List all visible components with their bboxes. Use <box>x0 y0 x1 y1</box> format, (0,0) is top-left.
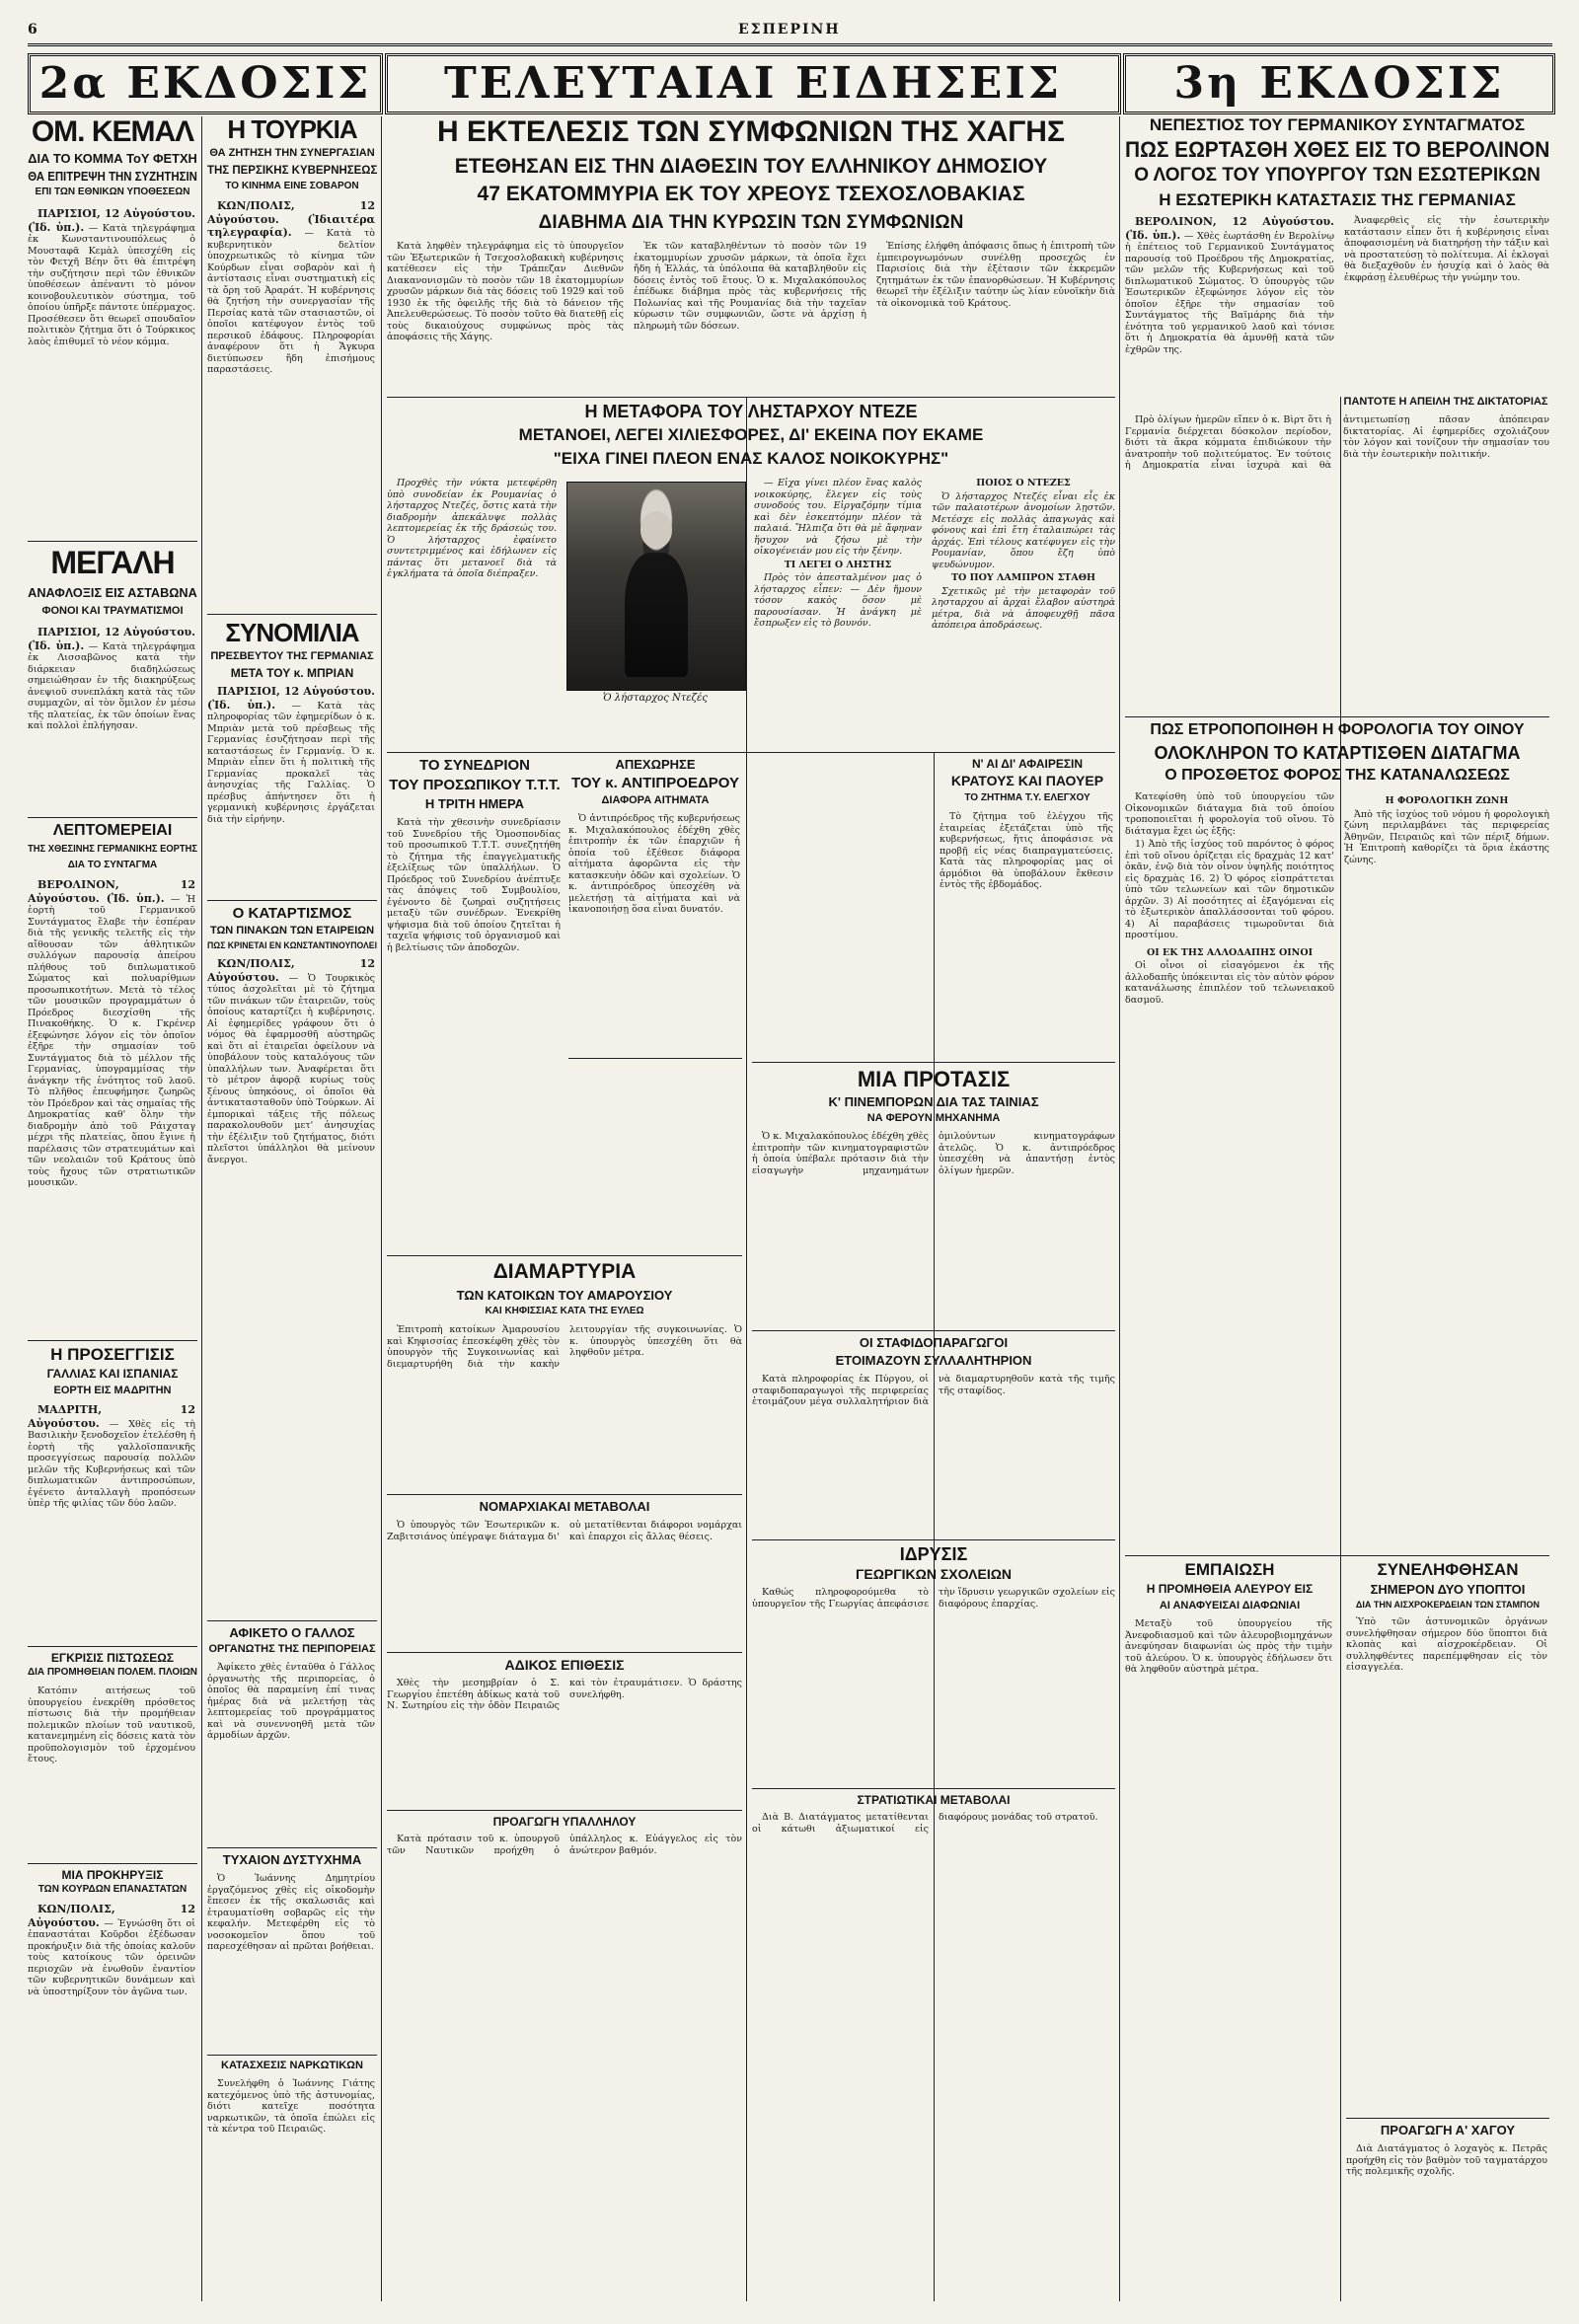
headline: ΣΤΡΑΤΙΩΤΙΚΑΙ ΜΕΤΑΒΟΛΑΙ <box>857 1793 1011 1807</box>
article-body <box>28 207 195 533</box>
subheadline: Η ΕΣΩΤΕΡΙΚΗ ΚΑΤΑΣΤΑΣΙΣ ΤΗΣ ΓΕΡΜΑΝΙΑΣ <box>1159 190 1516 209</box>
headline: ΠΩΣ ΕΤΡΟΠΟΠΟΙΗΘΗ Η ΦΟΡΟΛΟΓΙΑ ΤΟΥ ΟΙΝΟΥ <box>1150 721 1525 738</box>
article-accident <box>207 1853 377 2051</box>
body-text: Καθώς πληροφορούμεθα τὸ ὑπουργεῖον τῆς Γεωργίας ἀπεφάσισε τὴν ἵδρυσιν γεωργικῶν σχολείων εἰς διαφόρους ἐπαρχίας. <box>752 1587 1115 1610</box>
article-body <box>387 1678 742 1802</box>
subheadline: ΔΙΑΒΗΜΑ ΔΙΑ ΤΗΝ ΚΥΡΩΣΙΝ ΤΩΝ ΣΥΜΦΩΝΙΩΝ <box>538 212 964 233</box>
dateline: ΚΩΝ/ΠΟΛΙΣ, 12 Αὐγούστου. <box>28 1903 195 1929</box>
dateline: ΠΑΡΙΣΙΟΙ, 12 Αὐγούστου. (Ἰδ. ὑπ.). <box>207 685 375 712</box>
article-vice-president <box>568 758 742 1054</box>
headline: ΛΕΠΤΟΜΕΡΕΙΑΙ <box>52 822 173 839</box>
article-nomarch-changes <box>387 1500 742 1648</box>
article-body <box>752 1587 1115 1780</box>
body-text: — Κατὰ τηλεγράφημα ἐκ Κωνσταντινουπόλεως ὁ Μουσταφᾶ Κεμὰλ ὑπεσχέθη εἰς τὸν Φετχῆ Βέην ὅτι θὰ ἐπιτρέψη τὴν συζήτησιν περὶ τῶν ἐθνικῶν ὑποθέσεων ἀπέναντι τὸ μόνον κοινοβουλευτικὸν σύστημα, τοῦ ὁποίου ὑπῆρξε πάντοτε ὑπέρμαχος. Προσέθεσεν ὅτι θεωρεῖ σπουδαῖον πολιτικὸν ζήτημα ὅτι ὁ Τούρκικος λαὸς ἐπιθυμεῖ τὸ νέον κόμμα. <box>28 222 195 347</box>
article-flour-supply <box>1125 1561 1334 2291</box>
subheadline: ΓΕΩΡΓΙΚΩΝ ΣΧΟΛΕΙΩΝ <box>855 1566 1013 1582</box>
dateline: ΜΑΔΡΙΤΗ, 12 Αὐγούστου. <box>28 1403 195 1430</box>
headline: Η ΠΡΟΣΕΓΓΙΣΙΣ <box>50 1345 175 1364</box>
subsection-title: ΠΟΙΟΣ Ο ΝΤΕΖΕΣ <box>976 478 1071 488</box>
subsection-title: ΟΙ ΕΚ ΤΗΣ ΑΛΛΟΔΑΠΗΣ ΟΙΝΟΙ <box>1146 946 1314 958</box>
article-body <box>876 241 1115 389</box>
article-body <box>28 1403 195 1640</box>
subheadline: ΘΑ ΖΗΤΗΣΗ ΤΗΝ ΣΥΝΕΡΓΑΣΙΑΝ <box>209 147 375 159</box>
body-text: Ἐκ τῶν καταβληθέντων τὸ ποσὸν τῶν 19 ἑκατομμυρίων χρυσῶν μάρκων, τὰ ὁποῖα ἔχει ἤδη ἡ Ἑλλάς, τὰ ὑπόλοιπα θὰ καταβληθοῦν εἰς δόσεις ἐντὸς τοῦ ἔτους. Ὁ κ. Μιχαλακόπουλος ἐπέδωκε διάβημα πρὸς τὰς κυβερνήσεις τῆς Πολωνίας καὶ τῆς Ρουμανίας διὰ τὴν ταχεῖαν κύρωσιν τῶν συμφωνιῶν, ὥστε νὰ ἀρχίσῃ ἡ πληρωμὴ τῶν δόσεων. <box>634 241 866 332</box>
headline: ΜΙΑ ΠΡΟΚΗΡΥΞΙΣ <box>61 1868 164 1882</box>
article-body <box>1125 414 1549 707</box>
article-body <box>387 478 557 744</box>
subheadline: ΔΙΑ ΤΟ ΣΥΝΤΑΓΜΑ <box>67 860 158 870</box>
dateline: ΠΑΡΙΣΙΟΙ, 12 Αὐγούστου. (Ἰδ. ὑπ.). <box>28 207 195 234</box>
body-text: Διὰ Διατάγματος ὁ λοχαγὸς κ. Πετρᾶς προήχθη εἰς τὸν βαθμὸν τοῦ ταγματάρχου τῆς πολεμικῆς σχολῆς. <box>1346 2143 1547 2177</box>
article-body <box>28 626 195 813</box>
headline: Ν' ΑΙ ΔΙ' ΑΦΑΙΡΕΣΙΝ <box>971 757 1084 771</box>
article-raisin-growers <box>752 1336 1115 1534</box>
headline: ΑΔΙΚΟΣ ΕΠΙΘΕΣΙΣ <box>504 1657 625 1673</box>
headline: ΜΕΓΑΛΗ <box>50 545 175 580</box>
body-text: — Ἡ ἑορτὴ τοῦ Γερμανικοῦ Συντάγματος ἔλαβε τὴν ἑσπέραν διὰ τῆς γενικῆς τελετῆς εἰς τὴν αἴθουσαν τῶν ἀθλητικῶν συλλόγων παρουσίᾳ ἀπείρου πλήθους τοῦ διπλωματικοῦ Σώματος καὶ πολυαρίθμων προσωπικοτήτων. Μετὰ τὸ τέλος τῶν μουσικῶν προγραμμάτων ὁ Πρόεδρος διεσχίσθη τῆς Πινακοθήκης. Ὁ κ. Γκρένερ ἐξεφώνησε λόγον εἰς τὸν ὁποῖον ἐξῆρε τὴν σημασίαν τοῦ Συντάγματος διὰ τὸ μέλλον τῆς Γερμανίας, ὑπογραμμίσας τὴν ἀνάγκην τῆς ἑνότητος τοῦ λαοῦ. Τὸ πλῆθος ἐπευφήμησε ζωηρῶς τὸν Πρόεδρον καὶ τὰς σημαίας τῆς Δημοκρατίας καθ' ὅλην τὴν διαδρομὴν ἀπὸ τοῦ Ράιχσταγ μέχρι τῆς πλατείας, ὅπου ἔγινε ἡ παρέλασις τῶν στρατευμάτων καὶ τῶν νεολαιῶν τοῦ Κράτους ὑπὸ τοὺς ἤχους τῶν στρατιωτικῶν μουσικῶν. <box>28 893 195 1188</box>
headline: ΕΜΠΑΙΩΣΗ <box>1184 1560 1275 1579</box>
article-body <box>1344 215 1549 389</box>
article-body <box>634 241 866 389</box>
subheadline: 47 ΕΚΑΤΟΜΜΥΡΙΑ ΕΚ ΤΟΥ ΧΡΕΟΥΣ ΤΣΕΧΟΣΛΟΒΑΚΙΑΣ <box>477 183 1025 205</box>
subheadline: Ο ΛΟΓΟΣ ΤΟΥ ΥΠΟΥΡΓΟΥ ΤΩΝ ΕΣΩΤΕΡΙΚΩΝ <box>1134 165 1541 186</box>
article-agri-schools <box>752 1545 1115 1782</box>
article-ttt-congress <box>387 758 563 1251</box>
subheadline: ΘΑ ΕΠΙΤΡΕΨΗ ΤΗΝ ΣΥΖΗΤΗΣΙΝ <box>28 169 197 184</box>
subheadline: ΔΙΑ ΤΗΝ ΑΙΣΧΡΟΚΕΡΔΕΙΑΝ ΤΩΝ ΣΤΑΜΠΟΝ <box>1355 1600 1541 1610</box>
body-text: Κατὰ πρότασιν τοῦ κ. ὑπουργοῦ τῶν Ναυτικῶν προήχθη ὁ ὑπάλληλος κ. Εὐάγγελος εἰς τὸν ἀνώτερον βαθμόν. <box>387 1834 742 1856</box>
body-text: — Ὁ Τουρκικὸς τύπος ἀσχολεῖται μὲ τὸ ζήτημα τῶν πινάκων τῶν ἐταιρειῶν, τοὺς ὁποίους καταρτίζει ἡ κυβέρνησις. Αἱ ἐφημερίδες γράφουν ὅτι ὁ νόμος θὰ ἐφαρμοσθῆ αὐστηρῶς καὶ ὅτι αἱ ἐταιρεῖαι ὀφείλουν νὰ ὑποβάλουν τοὺς καταλόγους τῶν ὑπαλλήλων των. Ἀναφέρεται ὅτι τὸ μέτρον ἀφορᾷ κυρίως τοὺς ξένους ὑπηκόους, οἱ ὁποῖοι θὰ ἀντικατασταθοῦν ὑπὸ Τούρκων. Αἱ ἐμπορικαὶ τάξεις τῆς πόλεως παρακολουθοῦν μετ' ἀνησυχίας τὴν ἐξέλιξιν τοῦ ζητήματος, διότι πλεῖστοι ὑπάλληλοι θὰ μείνουν ἄνεργοι. <box>207 972 375 1165</box>
headline: ΠΡΟΑΓΩΓΗ ΥΠΑΛΛΗΛΟΥ <box>492 1815 637 1829</box>
article-body <box>387 241 624 389</box>
subheadline: ΜΕΤΑ ΤΟΥ κ. ΜΠΡΙΑΝ <box>230 666 354 680</box>
subheadline: ΔΙΑ ΤΟ ΚΟΜΜΑ ΤοΥ ΦΕΤΧΗ <box>28 151 197 166</box>
body-text: Συνελήφθη ὁ Ἰωάννης Γιάτης κατεχόμενος ὑπὸ τῆς ἀστυνομίας, διότι κατεῖχε ποσότητα ναρκωτικῶν, τὰ ὁποῖα ἐπώλει εἰς τὰ κέντρα τοῦ Πειραιῶς. <box>207 2078 375 2135</box>
article-french-organizer <box>207 1626 377 1843</box>
body-text: — Χθὲς ἐωρτάσθη ἐν Βερολίνῳ ἡ ἐπέτειος τοῦ Γερμανικοῦ Συντάγματος παρουσίᾳ τοῦ Προέδρου τῆς Δημοκρατίας, τῶν μελῶν τῆς Κυβερνήσεως καὶ τοῦ διπλωματικοῦ Σώματος. Ὁ ὑπουργὸς τῶν Ἐσωτερικῶν ἐξεφώνησε λόγον εἰς τὸν ὁποῖον ἐξῆρε τὴν σημασίαν τοῦ Συντάγματος τῆς Βαϊμάρης διὰ τὴν ἑνότητα τοῦ γερμανικοῦ λαοῦ καὶ τόνισε ὅτι ἡ Δημοκρατία θὰ ἀμυνθῇ κατὰ τῶν ἐχθρῶν της. <box>1125 230 1334 355</box>
article-kemal <box>28 116 197 541</box>
article-body <box>1346 1616 1547 2110</box>
subheadline: ΜΕΤΑΝΟΕΙ, ΛΕΓΕΙ ΧΙΛΙΕΣΦΟΡΕΣ, ΔΙ' ΕΚΕΙΝΑ ΠΟΥ ΕΚΑΜΕ <box>518 425 984 444</box>
headline: ΣΥΝΟΜΙΛΙΑ <box>225 618 359 647</box>
subheadline: ΑΙ ΑΝΑΦΥΕΙΣΑΙ ΔΙΑΦΩΝΙΑΙ <box>1159 1600 1301 1612</box>
subheadline: ΓΑΛΛΙΑΣ ΚΑΙ ΙΣΠΑΝΙΑΣ <box>46 1367 179 1381</box>
article-cinema-proposal <box>752 1068 1115 1324</box>
article-briand <box>207 620 377 896</box>
body-text: Ὁ ὑπουργὸς τῶν Ἐσωτερικῶν κ. Ζαβιτσιάνος ὑπέγραψε διάταγμα δι' οὗ μετατίθενται διάφοροι νομάρχαι καὶ ἐπαρχοι εἰς ἄλλας θέσεις. <box>387 1520 742 1542</box>
photo-caption: Ὁ λήσταρχος Ντεζές <box>603 693 708 704</box>
article-body <box>752 1374 1115 1532</box>
headline: ΚΑΤΑΣΧΕΣΙΣ ΝΑΡΚΩΤΙΚΩΝ <box>221 2060 363 2071</box>
subheadline: ΠΡΕΣΒΕΥΤΟΥ ΤΗΣ ΓΕΡΜΑΝΙΑΣ <box>210 650 374 662</box>
dateline: ΒΕΡΟΛΙΝΟΝ, 12 Αὐγούστου. (Ἰδ. ὑπ.). <box>28 878 195 905</box>
headline: ΟΙ ΣΤΑΦΙΔΟΠΑΡΑΓΩΓΟΙ <box>859 1335 1009 1350</box>
section-header-center: ΤΕΛΕΥΤΑΙΑΙ ΕΙΔΗΣΕΙΣ <box>385 53 1121 114</box>
article-ntezes <box>387 403 1115 748</box>
subheadline: ΝΑ ΦΕΡΟΥΝ ΜΗΧΑΝΗΜΑ <box>866 1112 1001 1124</box>
subheadline: ΤΗΣ ΠΕΡΣΙΚΗΣ ΚΥΒΕΡΝΗΣΕΩΣ <box>207 163 378 177</box>
article-kurds <box>28 1869 197 2293</box>
subheadline: ΕΤΕΘΗΣΑΝ ΕΙΣ ΤΗΝ ΔΙΑΘΕΣΙΝ ΤΟΥ ΕΛΛΗΝΙΚΟΥ ΔΗΜΟΣΙΟΥ <box>454 155 1048 178</box>
subheadline: Κ' ΠΙΝΕΜΠΟΡΩΝ ΔΙΑ ΤΑΣ ΤΑΙΝΙΑΣ <box>828 1094 1039 1109</box>
article-body <box>28 878 195 1332</box>
body-text: Οἱ οἶνοι οἱ εἰσαγόμενοι ἐκ τῆς ἀλλοδαπῆς ὑπόκεινται εἰς τὸν αὐτὸν φόρον κατανάλωσης ἐπιπλέον τοῦ τελωνειακοῦ δασμοῦ. <box>1125 960 1334 1006</box>
article-body <box>387 1324 742 1482</box>
body-text: Πρὸ ὀλίγων ἡμερῶν εἴπεν ὁ κ. Βὶρτ ὅτι ἡ Γερμανία διέρχεται δύσκολον περίοδον, διότι τὰ ἄκρα κόμματα ἐπιδιώκουν τὴν ἀνατροπὴν τοῦ πολιτεύματος. Ἐν τούτοις ἡ Δημοκρατία εἶναι ἰσχυρὰ καὶ θὰ ἀντιμετωπίσῃ πᾶσαν ἀπόπειραν δικτατορίας. Αἱ ἐφημερίδες σχολιάζουν τὸν λόγον καὶ τονίζουν τὴν σημασίαν του διὰ τὴν ἐσωτερικὴν πολιτικήν. <box>1125 414 1549 471</box>
subsection-title: ΤΟ ΠΟΥ ΛΑΜΠΡΟΝ ΣΤΑΘΗ <box>950 572 1096 583</box>
article-suspects-arrested <box>1346 1561 1549 2114</box>
article-franco-spanish <box>28 1346 197 1642</box>
article-dictatorship-threat <box>1125 397 1549 712</box>
subheadline: ΠΩΣ ΚΡΙΝΕΤΑΙ ΕΝ ΚΩΝΣΤΑΝΤΙΝΟΥΠΟΛΕΙ <box>207 940 377 950</box>
subheadline: ΤΩΝ ΠΙΝΑΚΩΝ ΤΩΝ ΕΤΑΙΡΕΙΩΝ <box>209 925 375 937</box>
article-weimar-constitution <box>1125 116 1549 393</box>
article-body <box>754 478 922 744</box>
subheadline: ΕΤΟΙΜΑΖΟΥΝ ΣΥΛΛΑΛΗΤΗΡΙΟΝ <box>835 1353 1032 1368</box>
article-captain-promotion <box>1346 2124 1549 2291</box>
body-text: Σχετικῶς μὲ τὴν μεταφορὰν τοῦ λησταρχου αἱ ἀρχαὶ ἔλαβον αὐστηρὰ μέτρα, διὰ νὰ ἀποφευχθῇ πᾶσα ἀπόπειρα ἀποδράσεως. <box>932 585 1115 631</box>
article-body <box>28 1686 195 1853</box>
section-header-left: 2α ΕΚΔΟΣΙΣ <box>28 53 383 114</box>
headline: ΕΓΚΡΙΣΙΣ ΠΙΣΤΩΣΕΩΣ <box>50 1651 175 1665</box>
dateline: ΒΕΡΟΛΙΝΟΝ, 12 Αὐγούστου. (Ἰδ. ὑπ.). <box>1125 215 1334 242</box>
headline: Ο ΚΑΤΑΡΤΙΣΜΟΣ <box>232 905 352 922</box>
subheadline: ΦΟΝΟΙ ΚΑΙ ΤΡΑΥΜΑΤΙΣΜΟΙ <box>41 605 184 617</box>
body-text: — Κατὰ τηλεγράφημα ἐκ Λισσαβῶνος κατὰ τὴν διάρκειαν διαδηλώσεως σημειώθησαν ἐν τῆς διακηρύξεως ἀνεψιοῦ συνεπλάκη κατὰ τὰς τῶν συμμαχῶν, αἱ τὸν ὅμιλον ἐν μέσω τῆς πλατείας, ἐκ τῶν ὁποίων ἕνας καὶ πολλοὶ ἐπλήγησαν. <box>28 640 195 731</box>
article-clerk-promotion <box>387 1816 742 2289</box>
article-body <box>1346 2143 1547 2287</box>
article-body <box>207 1662 375 1839</box>
body-text: Κατόπιν αιτήσεως τοῦ ὑπουργείου ἐνεκρίθη πρόσθετος πίστωσις διὰ τὴν προμήθειαν πολεμικῶν πλοίων τοῦ ναυτικοῦ, κατανεμημένη εἰς δόσεις κατὰ τὸν προϋπολογισμὸν τοῦ ἐρχομένου ἔτους. <box>28 1686 195 1764</box>
article-body <box>568 813 740 1050</box>
article-wine-tax <box>1125 722 1549 1551</box>
body-text: Διὰ Β. Διατάγματος μετατίθενται οἱ κάτωθι ἀξιωματικοί εἰς διαφόρους μονάδας τοῦ στρατοῦ. <box>752 1812 1098 1835</box>
page-number: 6 <box>28 22 38 37</box>
subheadline: ΟΛΟΚΛΗΡΟΝ ΤΟ ΚΑΤΑΡΤΙΣΘΕΝ ΔΙΑΤΑΓΜΑ <box>1154 743 1521 763</box>
body-text: Κατὰ τὴν χθεσινὴν συνεδρίασιν τοῦ Συνεδρίου τῆς Ὁμοσπονδίας τοῦ προσωπικοῦ Τ.Τ.Τ. συνεζητήθη τὸ ζήτημα τῆς ἐπαγγελματικῆς ἐξελίξεως τῶν ὑπαλλήλων. Ὁ Πρόεδρος τοῦ Συνεδρίου ἀνέπτυξε τὰς ἀπόψεις τοῦ Συμβουλίου, ἐγένοντο δὲ ζωηραὶ συζητήσεις μεταξὺ τῶν συνέδρων. Ἐνεκρίθη ψήφισμα διὰ τοῦ ὁποίου ζητεῖται ἡ ταχεῖα ψήφισις τοῦ ὀργανισμοῦ καὶ ἡ βελτίωσις τῶν ἀποδοχῶν. <box>387 817 561 953</box>
body-text: Μεταξὺ τοῦ ὑπουργείου τῆς Ἀνεφοδιασμοῦ καὶ τῶν ἀλευροβιομηχάνων ἀνεφύησαν διαφωνίαι ὡς πρὸς τὴν τιμὴν τοῦ ἀλεύρου. Ὁ κ. ὑπουργὸς ἐδήλωσεν ὅτι θὰ ληφθοῦν αὐστηρὰ μέτρα. <box>1125 1618 1332 1675</box>
subsection-title: ΤΙ ΛΕΓΕΙ Ο ΛΗΣΤΗΣ <box>784 559 892 570</box>
subheadline: ΤΟΥ κ. ΑΝΤΙΠΡΟΕΔΡΟΥ <box>570 775 739 791</box>
headline: Η ΜΕΤΑΦΟΡΑ ΤΟΥ ΛΗΣΤΑΡΧΟΥ ΝΤΕΖΕ <box>584 402 918 421</box>
article-lisbon <box>28 547 197 813</box>
article-body <box>207 2078 375 2295</box>
subsection-title: Η ΦΟΡΟΛΟΓΙΚΗ ΖΩΝΗ <box>1385 795 1509 806</box>
body-text: Ὁ κ. Μιχαλακόπουλος ἐδέχθη χθὲς ἐπιτροπὴν τῶν κινηματογραφιστῶν ἡ ὁποία ὑπέβαλε πρότασιν διὰ τὴν εἰσαγωγὴν μηχανημάτων ὁμιλούντων κινηματογράφων ἀτελῶς. Ὁ κ. ἀντιπρόεδρος ὑπεσχέθη νὰ ἀπαντήσῃ ἐντὸς ὀλίγων ἡμερῶν. <box>752 1131 1115 1176</box>
article-body <box>1125 791 1334 1547</box>
subheadline: ΤΟΥ ΠΡΟΣΩΠΙΚΟΥ Τ.Τ.Τ. <box>389 777 561 793</box>
article-body <box>752 1812 1115 2286</box>
section-header-right: 3η ΕΚΔΟΣΙΣ <box>1123 53 1555 114</box>
body-text: — Εἶχα γίνει πλέον ἕνας καλὸς νοικοκύρης, ἔλεγεν εἰς τοὺς συνοδούς του. Εἰργαζόμην τίμια καὶ δὲν ἐσκεπτόμην πλέον τὰ παλαιά. Ἤλπιζα ὅτι θὰ μὲ ἄφηναν ἥσυχον νὰ ζήσω μὲ τὴν οἰκογένειάν μου εἰς τὴν ξένην. <box>754 478 922 557</box>
body-text: Πρὸς τὸν ἀπεσταλμένον μας ὁ λήσταρχος εἶπεν: — Δὲν ἤμουν τόσον κακὸς ὅσον μὲ παρουσίασαν. Ἡ ἀνάγκη μὲ ἔσπρωξεν εἰς τὸ βουνόν. <box>754 572 922 629</box>
headline: Η ΤΟΥΡΚΙΑ <box>227 114 357 144</box>
body-text: — Χθὲς εἰς τὴ Βασιλικὴν ξενοδοχεῖον ἐτελέσθη ἡ ἑορτὴ τῆς γαλλοϊσπανικῆς προσεγγίσεως παρουσίᾳ πολλῶν μελῶν τῆς Κυβερνήσεως καὶ τῶν διπλωματικῶν ἀντιπροσώπων, ἐγένετο ἀνταλλαγὴ προπόσεων ὑπὲρ τῆς φιλίας τῶν δύο λαῶν. <box>28 1418 195 1509</box>
subheadline: ΤΩΝ ΚΑΤΟΙΚΩΝ ΤΟΥ ΑΜΑΡΟΥΣΙΟΥ <box>456 1288 673 1303</box>
body-text: Ὁ ἀντιπρόεδρος τῆς κυβερνήσεως κ. Μιχαλακόπουλος ἐδέχθη χθὲς ἐπιτροπὴν ἐκ τῶν ἐπαρχιῶν ἡ ὁποία τοῦ ἐξέθεσε διάφορα αἰτήματα ἀφορῶντα εἰς τὴν κατασκευὴν ὁδῶν καὶ σχολείων. Ὁ κ. ἀντιπρόεδρος ὑπεσχέθη νὰ μελετήσῃ τὰ αἰτήματα καὶ νὰ ἱκανοποιήσῃ ὅσα εἶναι δυνατόν. <box>568 813 740 915</box>
article-german-fest <box>28 823 197 1336</box>
body-text: Προχθὲς τὴν νύκτα μετεφέρθη ὑπὸ συνοδείαν ἐκ Ρουμανίας ὁ λήσταρχος Ντεζές, ὅστις κατὰ τὴν διαδρομὴν ἀπεκάλυψε πολλὰς λεπτομερείας ἐκ τῆς δράσεώς του. Ὁ λήσταρχος ἐφαίνετο συντετριμμένος καὶ ἐδήλωνεν εἰς πάντας ὅτι μετανοεῖ διὰ τὰ ἐγκλήματα τὰ ὁποῖα διέπραξεν. <box>387 478 557 579</box>
body-text: Κατὰ ληφθὲν τηλεγράφημα εἰς τὸ ὑπουργεῖον τῶν Ἐξωτερικῶν ἡ Τσεχοσλοβακικὴ κυβέρνησις κατέθεσεν εἰς τὴν Τράπεζαν Διεθνῶν Διακανονισμῶν τὸ ποσὸν τῶν 18 ἑκατομμυρίων χρυσῶν μάρκων διὰ τὰς δόσεις τοῦ 1929 καὶ τοῦ 1930 ἐκ τῆς ὀφειλῆς τῆς διὰ τὸ δάνειον τῆς Ἀπελευθερώσεως. Τὸ ποσὸν τοῦτο θὰ διατεθῇ εἰς τοὺς δικαιούχους συμφώνως πρὸς τὰς ἀποφάσεις τῆς Χάγης. <box>387 241 624 342</box>
article-body <box>1344 791 1549 1547</box>
article-body <box>207 685 375 892</box>
headline: ΠΡΟΑΓΩΓΗ Α' ΧΑΓΟΥ <box>1380 2123 1516 2137</box>
body-text: — Κατὰ τὸ κυβερνητικὸν δελτίον ὑποχρεωτικῶς τὸ κίνημα τῶν Κούρδων εἶναι σοβαρὸν καὶ ἡ ἀντίστασις εἶναι συστηματικὴ εἰς τὰ ὄρη τοῦ Ἀραράτ. Ἡ κυβέρνησις θὰ ζητήση τὴν συνεργασίαν τῆς Περσίας κατὰ τῶν στασιαστῶν, οἱ ὁποῖοι κατέφυγον ἐντὸς τοῦ περσικοῦ ἐδάφους. Πληροφορίαι ἀναφέρουν ὅτι ἡ Ἄγκυρα διετύπωσεν ἤδη ἐπισήμους παραστάσεις. <box>207 228 375 375</box>
subheadline: ΤΟ ΖΗΤΗΜΑ Τ.Υ. ΕΛΕΓΧΟΥ <box>964 792 1090 803</box>
article-body <box>1125 215 1334 389</box>
dateline: ΚΩΝ/ΠΟΛΙΣ, 12 Αὐγούστου. <box>207 957 375 984</box>
headline: ΠΑΝΤΟΤΕ Η ΑΠΕΙΛΗ ΤΗΣ ΔΙΚΤΑΤΟΡΙΑΣ <box>1343 396 1548 408</box>
subheadline: Η ΠΡΟΜΗΘΕΙΑ ΑΛΕΥΡΟΥ ΕΙΣ <box>1146 1582 1314 1596</box>
subheadline: ΑΝΑΦΛΟΞΙΣ ΕΙΣ ΑΣΤΑΒΩΝΑ <box>28 585 197 600</box>
subheadline: ΣΗΜΕΡΟΝ ΔΥΟ ΥΠΟΠΤΟΙ <box>1370 1582 1526 1597</box>
newspaper-page <box>28 22 1552 2301</box>
headline: ΙΔΡΥΣΙΣ <box>899 1544 968 1564</box>
headline: ΟΜ. ΚΕΜΑΛ <box>31 115 194 148</box>
body-text: Ὑπὸ τῶν ἀστυνομικῶν ὀργάνων συνελήφθησαν σήμερον δύο ὕποπτοι διὰ κλοπὰς καὶ αἰσχροκέρδειαν. Οἱ συλληφθέντες παρεπέμφθησαν εἰς τὸν εἰσαγγελέα. <box>1346 1616 1547 1673</box>
subheadline: ΟΡΓΑΝΩΤΗΣ ΤΗΣ ΠΕΡΙΠΟΡΕΙΑΣ <box>208 1643 376 1655</box>
article-body <box>207 957 375 1609</box>
article-unjust-attack <box>387 1658 742 1806</box>
body-text: 1) Ἀπὸ τῆς ἰσχύος τοῦ παρόντος ὁ φόρος ἐπὶ τοῦ οἴνου ὁρίζεται εἰς δραχμὰς 12 κατ' ὀκᾶν, ἐνῷ διὰ τὸν οἶνον ὑψηλῆς ποιότητος εἰς δραχμὰς 16. 2) Ὁ φόρος εἰσπράττεται ὑπὸ τῶν τελωνείων καὶ τῶν δημοτικῶν ἀρχῶν. 3) Αἱ ποσότητες αἱ ἐξαγόμεναι εἰς τὸ ἐξωτερικὸν ἀπαλλάσσονται τοῦ φόρου. 4) Αἱ παραβάσεις τιμωροῦνται διὰ προστίμου. <box>1125 839 1334 940</box>
dateline: ΚΩΝ/ΠΟΛΙΣ, 12 Αὐγούστου. (Ἰδιαιτέρα τηλεγραφία). <box>207 199 375 239</box>
headline: ΑΠΕΧΩΡΗΣΕ <box>615 757 696 772</box>
body-text: Ἀφίκετο χθὲς ἐνταῦθα ὁ Γάλλος ὀργανωτὴς τῆς περιπορείας, ὁ ὁποῖος θὰ παραμείνη ἐπί τινας ἡμέρας διὰ νὰ μελετήσῃ τὰς λεπτομερείας τοῦ προγράμματος καὶ νὰ συνεννοηθῆ μετὰ τῶν ἁρμοδίων ἀρχῶν. <box>207 1662 375 1741</box>
subheadline: ΤΟ ΚΙΝΗΜΑ ΕΙΝΕ ΣΟΒΑΡΟΝ <box>225 181 359 191</box>
subheadline: Η ΤΡΙΤΗ ΗΜΕΡΑ <box>424 796 525 811</box>
article-body <box>752 1131 1115 1318</box>
article-warships <box>28 1652 197 1859</box>
body-text: — Ἐγνώσθη ὅτι οἱ ἐπαναστάται Κοῦρδοι ἐξέδωσαν προκήρυξιν διὰ τῆς ὁποίας καλοῦν τοὺς κατοίκους τῶν ὀρεινῶν περιοχῶν νὰ ἐνωθοῦν ἐναντίον τῶν κυβερνητικῶν δυνάμεων καὶ νὰ ὑποστηρίξουν τὸν ἀγῶνα των. <box>28 1917 195 1997</box>
subheadline: ΕΟΡΤΗ ΕΙΣ ΜΑΔΡΙΤΗΝ <box>53 1385 172 1396</box>
article-body <box>28 1903 195 2287</box>
body-text: Ἐπιτροπὴ κατοίκων Ἀμαρουσίου καὶ Κηφισσίας ἐπεσκέφθη χθὲς τὸν ὑπουργὸν τῆς Συγκοινωνίας καὶ διεμαρτυρήθη διὰ τὴν κακὴν λειτουργίαν τῆς συγκοινωνίας. Ὁ κ. ὑπουργὸς ὑπεσχέθη ὅτι θὰ ληφθοῦν μέτρα. <box>387 1324 742 1370</box>
body-text: Ὁ λήσταρχος Ντεζές εἶναι εἷς ἐκ τῶν παλαιοτέρων ἀνομοίων λῃστῶν. Μετέσχε εἰς πολλὰς ἀπαγωγὰς καὶ φόνους καὶ ἐπὶ ἔτη ἐταλαιπώρει τὰς ἀρχάς. Ἐπὶ τέλους κατέφυγεν εἰς τὴν Ρουμανίαν, ὅπου ἔζη ὑπὸ ψευδώνυμον. <box>932 490 1115 570</box>
headline: Η ΕΚΤΕΛΕΣΙΣ ΤΩΝ ΣΥΜΦΩΝΙΩΝ ΤΗΣ ΧΑΓΗΣ <box>437 115 1065 148</box>
subheadline: ΚΑΙ ΚΗΦΙΣΣΙΑΣ ΚΑΤΑ ΤΗΣ ΕΥΛΕΩ <box>485 1306 644 1316</box>
subheadline: Ο ΠΡΟΣΘΕΤΟΣ ΦΟΡΟΣ ΤΗΣ ΚΑΤΑΝΑΛΩΣΕΩΣ <box>1165 767 1510 784</box>
subheadline: ΕΠΙ ΤΩΝ ΕΘΝΙΚΩΝ ΥΠΟΘΕΣΕΩΝ <box>35 187 190 197</box>
headline: ΣΥΝΕΛΗΦΘΗΣΑΝ <box>1377 1560 1519 1579</box>
subheadline: ΔΙΑΦΟΡΑ ΑΙΤΗΜΑΤΑ <box>601 794 710 806</box>
headline: ΔΙΑΜΑΡΤΥΡΙΑ <box>492 1260 637 1283</box>
headline: ΝΕΠΕΣΤΙΟΣ ΤΟΥ ΓΕΡΜΑΝΙΚΟΥ ΣΥΝΤΑΓΜΑΤΟΣ <box>1149 115 1526 134</box>
paper-name: ΕΣΠΕΡΙΝΗ <box>738 22 841 37</box>
body-text: Ἀναφερθεὶς εἰς τὴν ἐσωτερικὴν κατάστασιν εἶπεν ὅτι ἡ κυβέρνησις εἶναι ἀποφασισμένη νὰ διατηρήσῃ τὴν τάξιν καὶ νὰ προστατεύσῃ τὸ πολίτευμα. Αἱ ἐκλογαὶ θὰ διεξαχθοῦν ἐν ἡσυχίᾳ καὶ ὁ λαὸς θὰ ἐκφράσῃ ἐλευθέρως τὴν γνώμην του. <box>1344 215 1549 283</box>
subheadline: ΠΩΣ ΕΩΡΤΑΣΘΗ ΧΘΕΣ ΕΙΣ ΤΟ ΒΕΡΟΛΙΝΟΝ <box>1125 137 1550 162</box>
dateline: ΠΑΡΙΣΙΟΙ, 12 Αὐγούστου. (Ἰδ. ὑπ.). <box>28 626 195 652</box>
masthead <box>28 22 1552 46</box>
article-body <box>207 1873 375 2047</box>
body-text: Κατεφίσθη ὑπὸ τοῦ ὑπουργείου τῶν Οἰκονομικῶν διάταγμα διὰ τοῦ ὁποίου τροποποιεῖται ἡ φορολογία τοῦ οἴνου. Τὸ διάταγμα ἔχει ὡς ἑξῆς: <box>1125 791 1334 837</box>
body-text: Τὸ ζήτημα τοῦ ἐλέγχου τῆς ἑταιρείας ἐξετάζεται ὑπὸ τῆς κυβερνήσεως, ἥτις ἀποφάσισε νὰ προβῇ εἰς νέας διαπραγματεύσεις. Κατὰ τὰς πληροφορίας μας οἱ ἁρμόδιοι θὰ ὑποβάλουν ἔκθεσιν ἐντὸς τῆς ἑβδομάδος. <box>940 811 1113 890</box>
body-text: Χθὲς τὴν μεσημβρίαν ὁ Σ. Γεωργίου ἐπετέθη ἀδίκως κατὰ τοῦ Ν. Σωτηρίου εἰς τὴν ὁδὸν Πειραιῶς καὶ τὸν ἐτραυμάτισεν. Ὁ δράστης συνελήφθη. <box>387 1678 742 1711</box>
body-text: Ὁ Ἰωάννης Δημητρίου ἐργαζόμενος χθὲς εἰς οἰκοδομὴν ἔπεσεν ἐκ τῆς σκαλωσιᾶς καὶ ἐτραυματίσθη σοβαρῶς εἰς τὴν κεφαλήν. Μετεφέρθη εἰς τὸ νοσοκομεῖον ὅπου τοῦ παρεσχέθησαν αἱ πρῶται βοήθειαι. <box>207 1873 375 1952</box>
subheadline: ΤΩΝ ΚΟΥΡΔΩΝ ΕΠΑΝΑΣΤΑΤΩΝ <box>38 1884 188 1895</box>
body-text: Κατὰ πληροφορίας ἐκ Πύργου, οἱ σταφιδοπαραγωγοὶ τῆς περιφερείας ἑτοιμάζουν μέγα συλλαλητήριον διὰ νὰ διαμαρτυρηθοῦν κατὰ τῆς τιμῆς τῆς σταφίδος. <box>752 1374 1115 1407</box>
body-text: — Κατὰ τὰς πληροφορίας τῶν ἐφημερίδων ὁ κ. Μπριὰν μετὰ τοῦ πρέσβεως τῆς Γερμανίας ἐσυζήτησαν περὶ τῆς καταστάσεως ἐν Γερμανίᾳ. Ὁ κ. Μπριὰν εἶπεν ὅτι ἡ πολιτικὴ τῆς Γερμανίας προκαλεῖ τὰς ἀνησυχίας τῆς Γαλλίας. Ὁ πρέσβυς ἀπήντησεν ὅτι ἡ γερμανικὴ κυβέρνησις ἐργάζεται διὰ τὴν εἰρήνην. <box>207 700 375 825</box>
subheadline: ΔΙΑ ΠΡΟΜΗΘΕΙΑΝ ΠΟΛΕΜ. ΠΛΟΙΩΝ <box>28 1667 197 1678</box>
article-body <box>940 811 1113 1048</box>
headline: ΜΙΑ ΠΡΟΤΑΣΙΣ <box>857 1067 1011 1091</box>
article-body <box>387 1834 742 2287</box>
headline: ΝΟΜΑΡΧΙΑΚΑΙ ΜΕΤΑΒΟΛΑΙ <box>479 1499 650 1514</box>
article-company-lists <box>207 906 377 1616</box>
body-text: Ἐπίσης ἐλήφθη ἀπόφασις ὅπως ἡ ἐπιτροπὴ τῶν ἐμπειρογνωμόνων συνέλθῃ προσεχῶς ἐν Παρισίοις διὰ τὴν ἐξέτασιν τῶν ἐκκρεμῶν ζητημάτων ἐκ τῶν ἐπανορθώσεων. Ἡ Κυβέρνησις θεωρεῖ τὴν ἐξέλιξιν ταύτην ὡς λίαν εὐνοϊκὴν διὰ τὰ οἰκονομικὰ τοῦ Κράτους. <box>876 241 1115 309</box>
article-hague-banner <box>387 116 1115 393</box>
subheadline: "ΕΙΧΑ ΓΙΝΕΙ ΠΛΕΟΝ ΕΝΑΣ ΚΑΛΟΣ ΝΟΙΚΟΚΥΡΗΣ" <box>553 449 949 468</box>
article-body <box>932 478 1115 744</box>
article-amarousi-protest <box>387 1261 742 1488</box>
headline: ΤΟ ΣΥΝΕΔΡΙΟΝ <box>418 757 531 774</box>
article-power-company <box>940 758 1115 1054</box>
headline: ΑΦΙΚΕΤΟ Ο ΓΑΛΛΟΣ <box>229 1625 355 1640</box>
article-body <box>387 1520 742 1644</box>
article-narcotics <box>207 2061 377 2297</box>
subheadline: ΤΗΣ ΧΘΕΣΙΝΗΣ ΓΕΡΜΑΝΙΚΗΣ ΕΟΡΤΗΣ <box>28 844 197 855</box>
article-body <box>1125 1618 1332 2286</box>
article-military-changes <box>752 1794 1115 2287</box>
subheadline: ΚΡΑΤΟΥΣ ΚΑΙ ΠΑΟΥΕΡ <box>950 773 1104 788</box>
article-body <box>207 199 375 604</box>
headline: ΤΥΧΑΙΟΝ ΔΥΣΤΥΧΗΜΑ <box>222 1852 362 1867</box>
ntezes-photo <box>566 482 746 691</box>
article-body <box>387 817 561 1247</box>
body-text: Ἀπὸ τῆς ἰσχύος τοῦ νόμου ἡ φορολογικὴ ζώνη περιλαμβάνει τὰς περιφερείας Ἀθηνῶν, Πειραιῶς καὶ τῶν πέριξ δήμων. Ἡ Ἐπιτροπὴ καθορίζει τὰ ὅρια ἑκάστης ζώνης. <box>1344 808 1549 865</box>
article-turkey-persia <box>207 116 377 610</box>
